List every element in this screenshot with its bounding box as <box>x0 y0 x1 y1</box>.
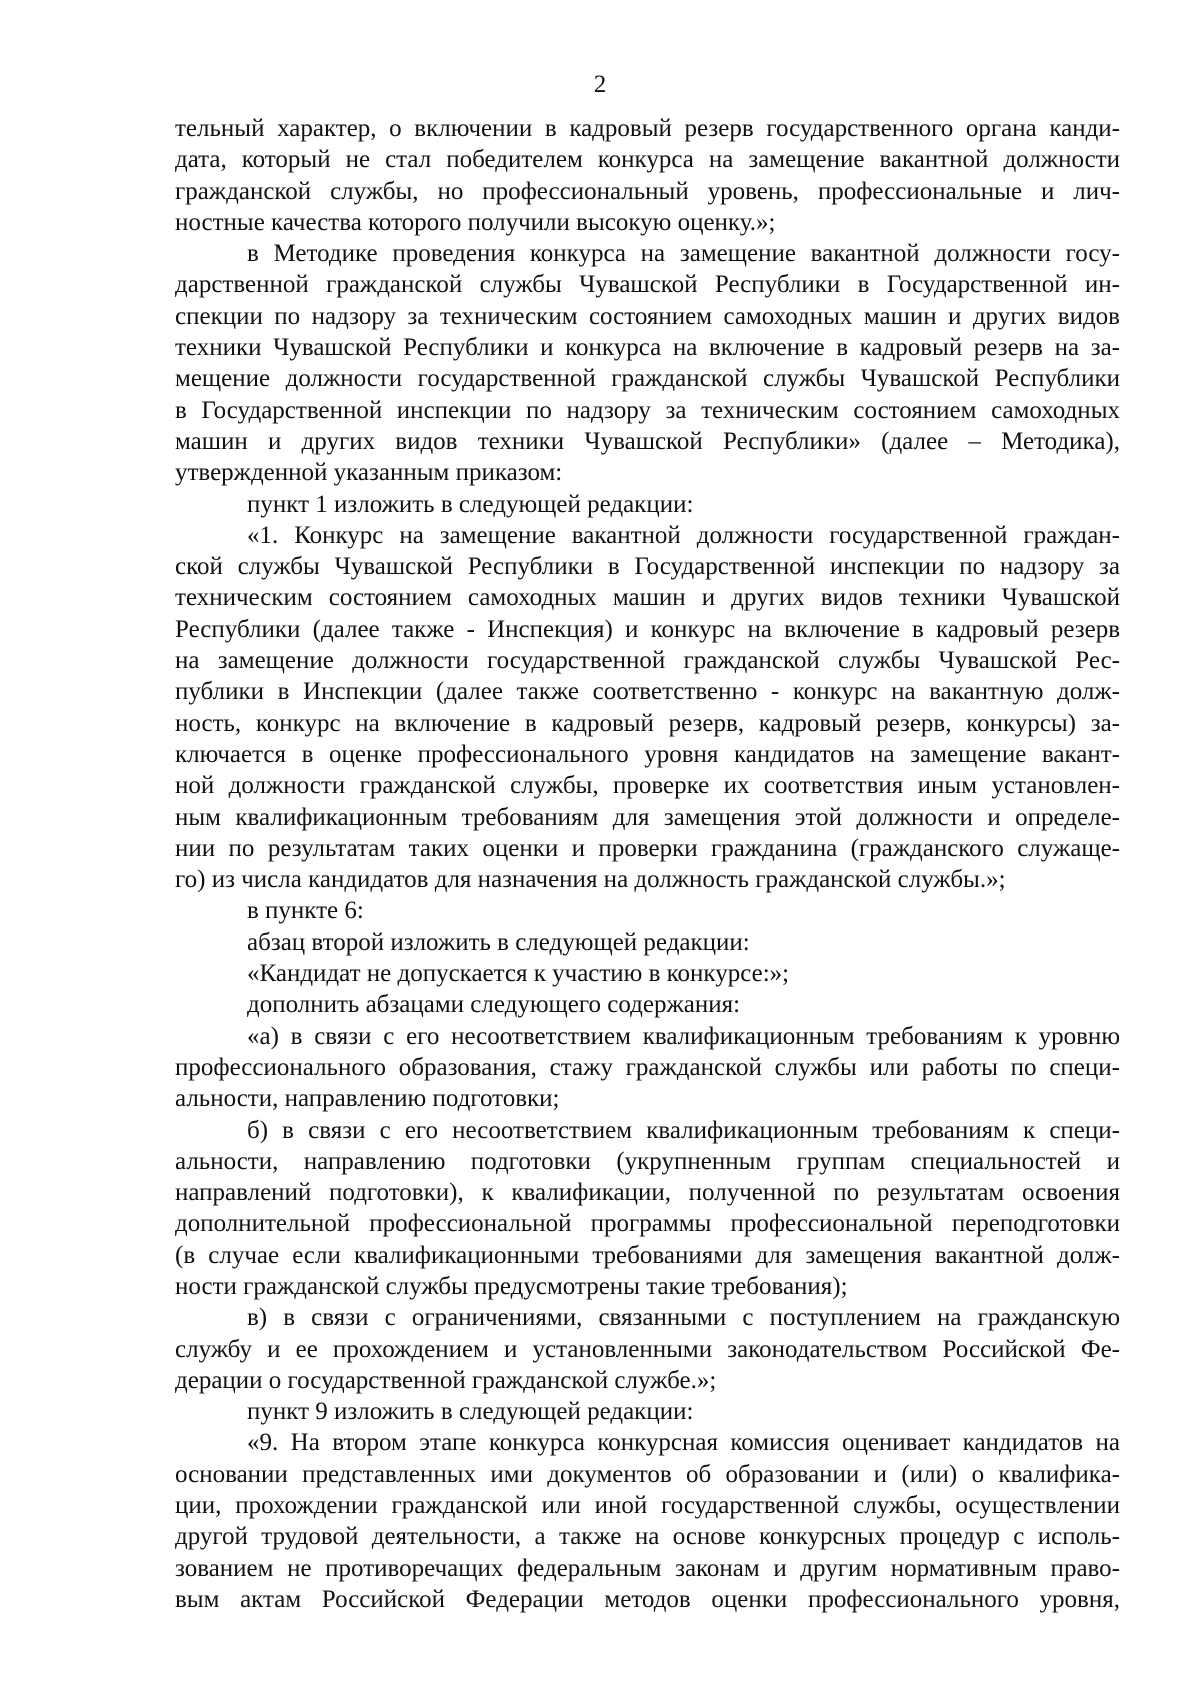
text-line: «Кандидат не допускается к участию в конкурсе:»; <box>247 960 790 988</box>
text-line: абзац второй изложить в следующей редакции: <box>247 928 750 956</box>
text-line: «9. На втором этапе конкурса конкурсная комиссия оценивает кандидатов на <box>247 1429 1120 1457</box>
text-line: гражданской службы, но профессиональный уровень, профессиональные и лич- <box>175 177 1120 205</box>
text-line: дополнительной профессиональной программы профессиональной переподготовки <box>175 1210 1120 1238</box>
text-line: спекции по надзору за техническим состоянием самоходных машин и других видов <box>175 302 1120 330</box>
page-number: 2 <box>593 71 607 98</box>
text-line: ской службы Чувашской Республики в Государственной инспекции по надзору за <box>175 553 1120 581</box>
text-line: в пункте 6: <box>247 897 364 925</box>
text-line: ностные качества которого получили высокую оценку.»; <box>175 208 776 236</box>
text-line: на замещение должности государственной гражданской службы Чувашской Рес- <box>175 647 1120 675</box>
text-line: публики в Инспекции (далее также соответственно - конкурс на вакантную долж- <box>175 678 1120 706</box>
text-line: «а) в связи с его несоответствием квалификационным требованиям к уровню <box>247 1022 1120 1050</box>
text-line: пункт 1 изложить в следующей редакции: <box>247 490 694 518</box>
text-line: другой трудовой деятельности, а также на основе конкурсных процедур с исполь- <box>175 1523 1120 1551</box>
text-line: б) в связи с его несоответствием квалификационным требованиям к специ- <box>247 1116 1120 1144</box>
text-line: «1. Конкурс на замещение вакантной должности государственной граждан- <box>247 521 1120 549</box>
text-line: дополнить абзацами следующего содержания: <box>247 991 741 1019</box>
text-line: мещение должности государственной гражданской службы Чувашской Республики <box>175 365 1120 393</box>
text-line: дарственной гражданской службы Чувашской Республики в Государственной ин- <box>175 271 1120 299</box>
text-line: направлений подготовки), к квалификации, полученной по результатам освоения <box>175 1179 1120 1207</box>
text-line: альности, направлению подготовки; <box>175 1085 560 1113</box>
text-line: ции, прохождении гражданской или иной государственной службы, осуществлении <box>175 1492 1120 1520</box>
text-line: техники Чувашской Республики и конкурса на включение в кадровый резерв на за- <box>175 334 1120 362</box>
text-line: дата, который не стал победителем конкурса на замещение вакантной должности <box>175 146 1120 174</box>
text-line: в Методике проведения конкурса на замещение вакантной должности госу- <box>247 240 1120 268</box>
text-line: техническим состоянием самоходных машин и других видов техники Чувашской <box>175 584 1120 612</box>
text-line: (в случае если квалификационными требованиями для замещения вакантной долж- <box>175 1241 1120 1269</box>
text-line: службу и ее прохождением и установленными законодательством Российской Фе- <box>175 1335 1120 1363</box>
text-line: тельный характер, о включении в кадровый резерв государственного органа канди- <box>175 115 1120 142</box>
text-line: основании представленных ими документов об образовании и (или) о квалифика- <box>175 1460 1120 1488</box>
text-line: машин и других видов техники Чувашской Республики» (далее – Методика), <box>175 427 1120 455</box>
text-line: вым актам Российской Федерации методов оценки профессионального уровня, <box>175 1585 1120 1613</box>
text-line: дерации о государственной гражданской службе.»; <box>175 1366 717 1394</box>
text-line: пункт 9 изложить в следующей редакции: <box>247 1398 694 1426</box>
text-line: зованием не противоречащих федеральным законам и другим нормативным право- <box>175 1554 1120 1582</box>
text-line: ключается в оценке профессионального уровня кандидатов на замещение вакант- <box>175 740 1120 768</box>
text-line: ным квалификационным требованиям для замещения этой должности и определе- <box>175 803 1120 831</box>
text-line: в) в связи с ограничениями, связанными с поступлением на гражданскую <box>247 1304 1120 1332</box>
text-line: Республики (далее также - Инспекция) и конкурс на включение в кадровый резерв <box>175 615 1120 643</box>
document-body-text <box>175 113 1120 1615</box>
text-line: ность, конкурс на включение в кадровый резерв, кадровый резерв, конкурсы) за- <box>175 709 1120 737</box>
text-line: ности гражданской службы предусмотрены такие требования); <box>175 1272 848 1300</box>
text-line: ной должности гражданской службы, проверке их соответствия иным установлен- <box>175 772 1120 800</box>
text-line: нии по результатам таких оценки и проверки гражданина (гражданского служаще- <box>175 834 1120 862</box>
text-line: го) из числа кандидатов для назначения на должность гражданской службы.»; <box>175 866 1006 894</box>
text-line: профессионального образования, стажу гражданской службы или работы по специ- <box>175 1053 1120 1081</box>
text-line: альности, направлению подготовки (укрупненным группам специальностей и <box>175 1147 1120 1175</box>
text-line: утвержденной указанным приказом: <box>175 459 563 487</box>
text-line: в Государственной инспекции по надзору за техническим состоянием самоходных <box>175 396 1120 424</box>
